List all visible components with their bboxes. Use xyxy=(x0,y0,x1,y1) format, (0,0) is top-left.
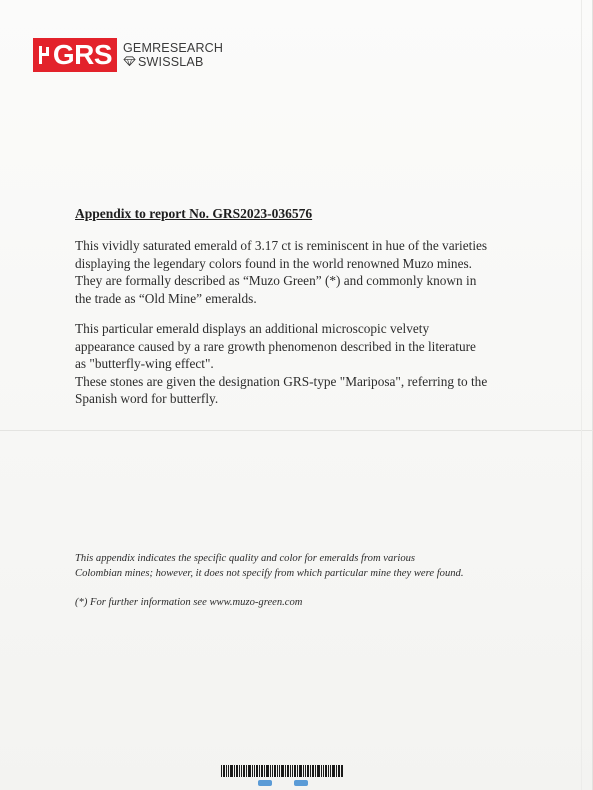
text-line: the trade as “Old Mine” emeralds. xyxy=(75,290,257,306)
security-chip-icon xyxy=(258,780,272,786)
logo-line-1: GEMRESEARCH xyxy=(123,41,224,55)
page-fold-line xyxy=(0,430,593,431)
reference-note xyxy=(75,595,302,610)
security-chip-icon xyxy=(294,780,308,786)
text-line: These stones are given the designation GRS-type "Mariposa", referring to the xyxy=(75,373,488,389)
note-line: This appendix indicates the specific quality and color for emeralds from various xyxy=(75,553,416,564)
text-line: This vividly saturated emerald of 3.17 ct is reminiscent in hue of the varieties xyxy=(75,238,488,253)
text-line: They are formally described as “Muzo Green” (*) and commonly known in xyxy=(75,273,477,288)
logo-line-2: SWISSLAB xyxy=(138,55,204,69)
text-line: as "butterfly-wing effect". xyxy=(75,356,214,371)
paragraph-origin xyxy=(75,237,525,307)
text-line: displaying the legendary colors found in the world renowned Muzo mines. xyxy=(75,255,472,271)
barcode-security-strip xyxy=(258,779,308,787)
note-line: Colombian mines; however, it does not specify from which particular mine they were found. xyxy=(75,568,464,579)
logo-red-box xyxy=(33,38,117,72)
logo-brand-letters: GRS xyxy=(52,39,113,70)
logo-line-2-wrap xyxy=(123,55,223,69)
disclaimer-note xyxy=(75,551,463,581)
paragraph-mariposa xyxy=(75,320,525,408)
grs-mark-icon xyxy=(38,44,50,66)
barcode xyxy=(221,765,343,777)
page-edge xyxy=(581,0,582,790)
grs-logo xyxy=(33,38,223,72)
note-line: (*) For further information see www.muzo-green.com xyxy=(75,597,303,608)
text-line: Spanish word for butterfly. xyxy=(75,391,219,406)
text-line: This particular emerald displays an additional microscopic velvety xyxy=(75,321,430,336)
diamond-icon xyxy=(123,55,136,69)
appendix-heading: Appendix to report No. GRS2023-036576 xyxy=(75,206,313,221)
logo-text xyxy=(123,41,223,69)
text-line: appearance caused by a rare growth phenomenon described in the literature xyxy=(75,338,476,354)
